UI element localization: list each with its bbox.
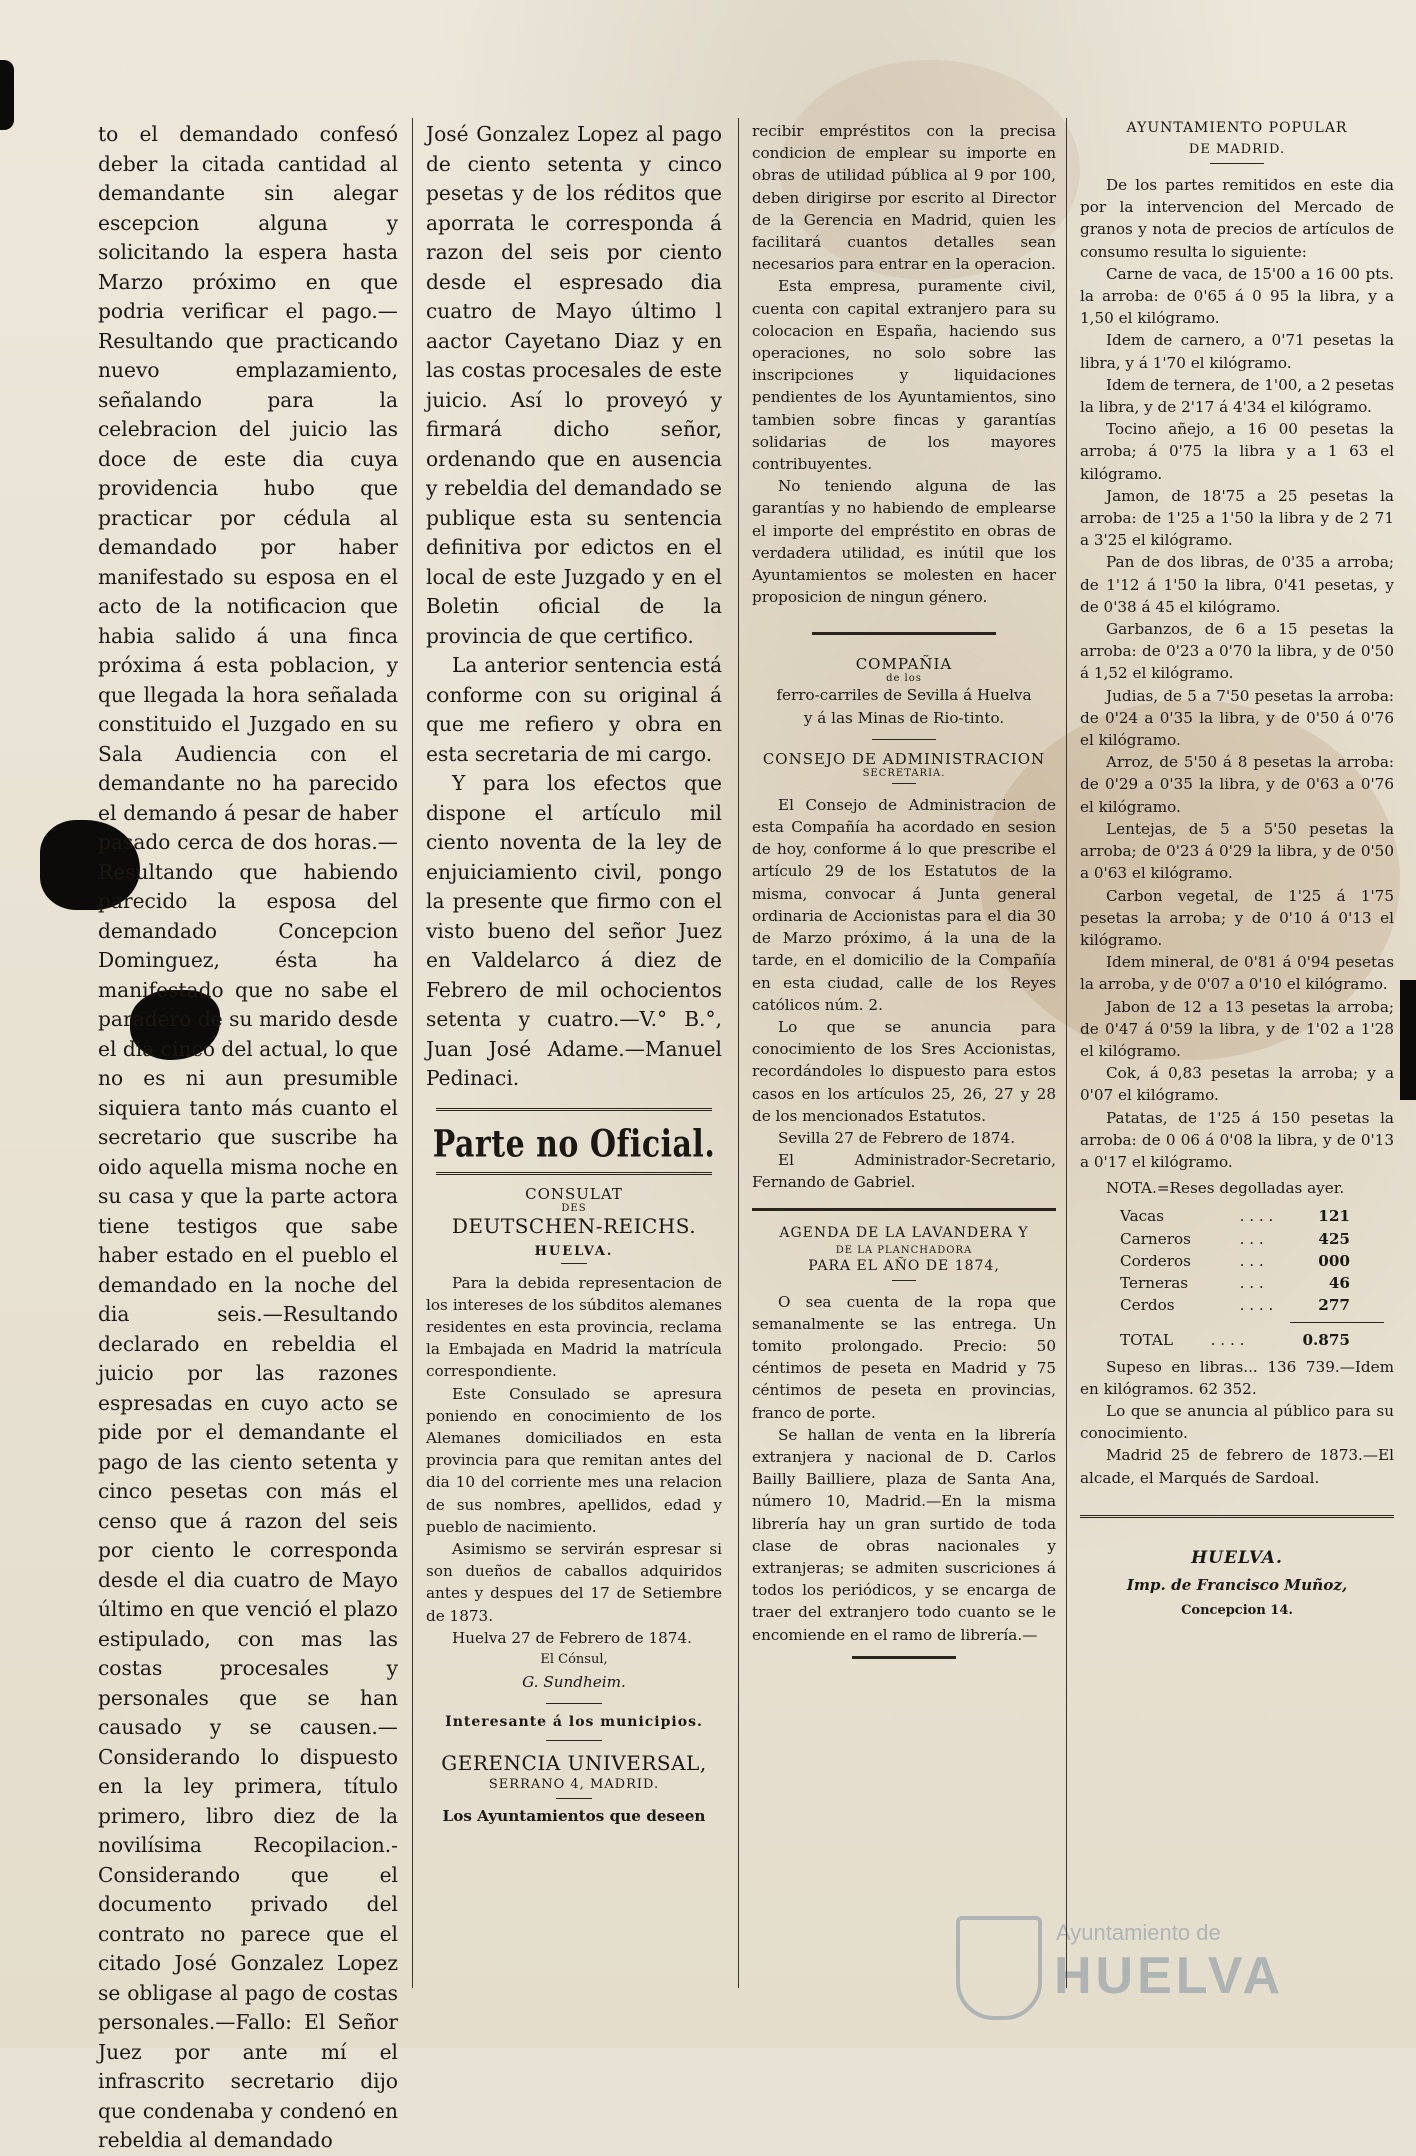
court-text-continued: José Gonzalez Lopez al pago de ciento setenta y cinco pesetas y de los réditos que aporrata le corresponda á razon del seis por ciento desde el espresado dia cuatro de Mayo último l aactor Cayetano Diaz y en las costas procesales de este juicio. Así lo proveyó y firmará dicho señor, ordenando que en ausencia y rebeldia del demandado se publique esta su sentencia definitiva por edictos en el local de este Juzgado y en el Boletin oficial de la provincia de que certifico. [426, 122, 722, 648]
agenda-text: Se hallan de venta en la librería extranjera y nacional de D. Carlos Bailly Bailliere, plaza de Santa Ana, número 10, Madrid.—En la misma librería hay un gran surtido de toda clase de obras nacionales y extranjeras; se admiten suscriciones á todos los periódicos, y se encarga de traer del extranjero todo cuanto se le encomiende en el ramo de librería.— [752, 1425, 1056, 1644]
dots: . . . [1239, 1229, 1264, 1248]
imprint-city: HUELVA. [1191, 1547, 1283, 1568]
consulat-date: Huelva 27 de Febrero de 1874. [452, 1628, 692, 1647]
municipios-header: Interesante á los municipios. [445, 1714, 703, 1731]
firma-text: Madrid 25 de febrero de 1873.—El alcade, el Marqués de Sardoal. [1080, 1446, 1394, 1487]
ayuntamiento-title: AYUNTAMIENTO POPULAR [1126, 120, 1348, 136]
column-2 [426, 120, 722, 2008]
precio-item: Judias, de 5 a 7'50 pesetas la arroba: de 0'24 a 0'35 la libra, y de 0'50 á 0'76 el kilógramo. [1080, 686, 1394, 750]
court-text-paragraph: Y para los efectos que dispone el artículo mil ciento noventa de la ley de enjuiciamiento civil, pongo la presente que firmo con el visto bueno del señor Juez en Valdelarco á diez de Febrero de mil ochocientos setenta y cuatro.—V.° B.°, Juan José Adame.—Manuel Pedinaci. [426, 771, 722, 1090]
peso-text: Supeso en libras... 136 739.—Idem en kilógramos. 62 352. [1080, 1357, 1394, 1398]
precio-item: Idem de carnero, a 0'71 pesetas la libra, y á 1'70 el kilógramo. [1080, 331, 1394, 372]
watermark-line2: HUELVA [1054, 1947, 1285, 2005]
gerencia-text: Los Ayuntamientos que deseen [442, 1807, 706, 1826]
res-value: 46 [1328, 1273, 1350, 1292]
dots: . . . . [1239, 1296, 1274, 1315]
divider [546, 1703, 602, 1704]
dots: . . . . [1210, 1331, 1245, 1350]
total-row [1120, 1329, 1350, 1351]
divider [812, 632, 996, 635]
divider [561, 1263, 587, 1264]
divider [436, 1172, 712, 1175]
column-4 [1080, 120, 1394, 2008]
compania-name: y á las Minas de Rio-tinto. [803, 708, 1005, 727]
precio-item: Garbanzos, de 6 a 15 pesetas la arroba: de 0'23 a 0'70 la libra, y de 0'50 á 1,52 el kilógramo. [1080, 620, 1394, 683]
compania-header: COMPAÑIA [855, 655, 953, 674]
dots: . . . . [1239, 1207, 1274, 1226]
dots: . . . [1239, 1273, 1264, 1292]
coat-of-arms-icon [956, 1916, 1042, 2020]
divider [1290, 1322, 1384, 1323]
res-value: 000 [1318, 1251, 1350, 1270]
court-text-paragraph: La anterior sentencia está conforme con su original á que me refiero y obra en esta secretaria de mi cargo. [426, 653, 722, 766]
column-rule [1066, 118, 1067, 1988]
res-value: 277 [1318, 1296, 1350, 1315]
divider [872, 739, 936, 740]
table-row [1120, 1272, 1350, 1294]
precio-item: Jabon de 12 a 13 pesetas la arroba; de 0'47 á 0'59 la libra, y de 1'02 a 1'28 el kilógramo. [1080, 997, 1394, 1060]
anuncio-text: Lo que se anuncia al público para su conocimiento. [1080, 1401, 1394, 1443]
precio-item: Carne de vaca, de 15'00 a 16 00 pts. la arroba: de 0'65 á 0 95 la libra, y a 1,50 el kilógramo. [1080, 264, 1394, 328]
gerencia-address: SERRANO 4, MADRID. [488, 1777, 660, 1793]
table-row [1120, 1205, 1350, 1227]
court-text: to el demandado confesó deber la citada cantidad al demandante sin alegar escepcion alguna y solicitando la espera hasta Marzo próximo en que podria verificar el pago.—Resultando que practicando nuevo emplazamiento, señalando para la celebracion del juicio las doce de este dia cuya providencia hubo que practicar por cédula al demandado por haber manifestado su esposa en el acto de la notificacion que habia salido á una finca próxima á esta poblacion, y que llegada la hora señalada constituido el Juzgado en su Sala Audiencia con el demandante no ha parecido el demando á pesar de haber pasado cerca de dos horas.—Resultando que habiendo parecido la esposa del demandado Concepcion Dominguez, ésta ha manifestado que no sabe el paradero de su marido desde el dia cinco del actual, lo que no es ni aun presumible siquiera tanto más cuanto el secretario que suscribe ha oido aquella misma noche en su casa y que la parte actora tiene testigos que sabe haber estado en el pueblo el demandado en la noche del dia seis.—Resultando declarado en rebeldia el juicio por las razones espresadas en cuyo acto se pide por el demandante el pago de las ciento setenta y cinco pesetas con más el censo que á razon del seis por ciento le corresponda desde el dia cuatro de Mayo último en que venció el plazo estipulado, con mas las costas procesales y personales que se han causado y se causen.—Considerando lo dispuesto en la ley primera, título primero, libro diez de la novilísima Recopilacion.-Considerando que el documento privado del contrato no parece que el citado José Gonzalez Lopez se obligase al pago de costas personales.—Fallo: El Señor Juez por ante mí el infrascrito secretario dijo que condenaba y condenó en rebeldia al demandado [98, 122, 398, 2152]
divider [1210, 163, 1264, 164]
page-tear [1400, 980, 1416, 1100]
precio-item: Tocino añejo, a 16 00 pesetas la arroba; á 0'75 la libra y a 1 63 el kilógramo. [1080, 420, 1394, 483]
precio-item: Arroz, de 5'50 á 8 pesetas la arroba: de 0'29 a 0'35 la libra, y de 0'63 a 0'76 el kilógramo. [1080, 753, 1394, 816]
dots: . . . [1239, 1251, 1264, 1270]
consulat-text: Asimismo se servirán espresar si son dueños de caballos adquiridos antes y despues del 17 de Setiembre de 1873. [426, 1539, 722, 1625]
res-name: Cerdos [1120, 1296, 1175, 1315]
consulat-text: Este Consulado se apresura poniendo en conocimiento de los Alemanes domiciliados en esta provincia para que remitan antes del dia 10 del corriente mes una relacion de sus nombres, apellidos, edad y pueblo de nacimiento. [426, 1384, 722, 1536]
consul-name: G. Sundheim. [522, 1673, 626, 1692]
column-1 [98, 120, 398, 2152]
ayuntamiento-sub: DE MADRID. [1188, 142, 1286, 157]
precio-item: Carbon vegetal, de 1'25 á 1'75 pesetas la arroba; y de 0'10 á 0'13 el kilógramo. [1080, 886, 1394, 949]
total-value: 0.875 [1302, 1331, 1350, 1350]
divider [892, 783, 916, 784]
divider [1080, 1515, 1394, 1518]
section-title: Parte no Oficial. [432, 1122, 716, 1166]
gerencia-text: Esta empresa, puramente civil, cuenta con capital extranjero para su colocacion en España, haciendo sus operaciones, no solo sobre las inscripciones y liquidaciones pendientes de los Ayuntamientos, sino tambien sobre fincas y garantías solidarias de los mayores contribuyentes. [752, 277, 1056, 474]
precio-item: Lentejas, de 5 a 5'50 pesetas la arroba; de 0'23 á 0'29 la libra, y de 0'50 a 0'63 el kilógramo. [1080, 819, 1394, 883]
precios-intro: De los partes remitidos en este dia por la intervencion del Mercado de granos y nota de precios de artículos de consumo resulta lo siguiente: [1080, 176, 1394, 261]
precio-item: Idem de ternera, de 1'00, a 2 pesetas la libra, y de 2'17 á 4'34 el kilógramo. [1080, 375, 1394, 417]
consulat-text: Para la debida representacion de los intereses de los súbditos alemanes residentes en esta provincia, reclama la Embajada en Madrid la matrícula correspondiente. [426, 1273, 722, 1381]
divider [556, 1798, 592, 1799]
agenda-year: PARA EL AÑO DE 1874, [808, 1257, 1000, 1274]
imprint-address: Concepcion 14. [1181, 1602, 1293, 1618]
res-name: Terneras [1120, 1273, 1189, 1292]
divider [892, 1280, 916, 1281]
gerencia-title: GERENCIA UNIVERSAL, [441, 1751, 707, 1776]
table-row [1120, 1228, 1350, 1250]
reses-table [1120, 1205, 1350, 1316]
res-value: 121 [1318, 1207, 1350, 1226]
column-rule [738, 118, 739, 1988]
table-row [1120, 1329, 1350, 1351]
agenda-sub: DE LA PLANCHADORA [835, 1244, 973, 1256]
compania-de-los: de los [886, 673, 922, 685]
res-name: Corderos [1120, 1251, 1191, 1270]
consulat-place: HUELVA. [534, 1243, 614, 1259]
consejo-header: CONSEJO DE ADMINISTRACION [762, 749, 1046, 768]
imprint-press: Imp. de Francisco Muñoz, [1126, 1575, 1348, 1594]
consejo-signature: El Administrador-Secretario, Fernando de Gabriel. [752, 1151, 1056, 1192]
gerencia-text-continued: recibir empréstitos con la precisa condicion de emplear su importe en obras de utilidad pública al 9 por 100, deben dirigirse por escrito al Director de la Gerencia en Madrid, quien les facilitará cuantos detalles sean necesarios para entrar en la operacion. [752, 122, 1056, 274]
consejo-date: Sevilla 27 de Febrero de 1874. [778, 1128, 1016, 1147]
precio-item: Pan de dos libras, de 0'35 a arroba; de 1'12 á 1'50 la libra, 0'41 pesetas, y de 0'38 á 45 el kilógramo. [1080, 553, 1394, 616]
precio-item: Idem mineral, de 0'81 á 0'94 pesetas la arroba, y de 0'07 a 0'10 el kilógramo. [1080, 953, 1394, 994]
total-label: TOTAL [1120, 1331, 1173, 1350]
nota-reses: NOTA.=Reses degolladas ayer. [1106, 1179, 1345, 1198]
consul-title: El Cónsul, [540, 1651, 608, 1667]
table-row [1120, 1294, 1350, 1316]
consejo-text: Lo que se anuncia para conocimiento de los Sres Accionistas, recordándoles lo dispuesto para estos casos en los artículos 25, 26, 27 y 28 de los mencionados Estatutos. [752, 1017, 1056, 1125]
agenda-title: AGENDA DE LA LAVANDERA Y [779, 1224, 1029, 1241]
res-value: 425 [1318, 1229, 1350, 1248]
table-row [1120, 1250, 1350, 1272]
archive-watermark [956, 1906, 1356, 2026]
watermark-line1: Ayuntamiento de [1056, 1920, 1221, 1945]
gerencia-text: No teniendo alguna de las garantías y no habiendo de emplearse el importe del empréstito en obras de verdadera utilidad, es inútil que los Ayuntamientos se molesten en hacer proposicion de ningun género. [752, 477, 1056, 607]
page-tear [0, 60, 14, 130]
precio-item: Jamon, de 18'75 a 25 pesetas la arroba: de 1'25 a 1'50 la libra y de 2 71 a 3'25 el kilógramo. [1080, 486, 1394, 550]
precio-item: Patatas, de 1'25 á 150 pesetas la arroba: de 0 06 á 0'08 la libra, y de 0'13 a 0'17 el kilógramo. [1080, 1108, 1394, 1171]
divider [546, 1740, 602, 1741]
res-name: Vacas [1120, 1207, 1164, 1226]
column-rule [412, 118, 413, 1988]
divider [436, 1108, 712, 1111]
consulat-header: CONSULAT [525, 1184, 623, 1203]
column-3 [752, 120, 1056, 2008]
precio-item: Cok, á 0,83 pesetas la arroba; y a 0'07 el kilógramo. [1080, 1064, 1394, 1105]
agenda-text: O sea cuenta de la ropa que semanalmente se las entrega. Un tomito prolongado. Precio: 50 céntimos de peseta en Madrid y 75 céntimos de peseta en provincias, franco de porte. [752, 1292, 1056, 1422]
consejo-text: El Consejo de Administracion de esta Compañía ha acordado en sesion de hoy, conforme á lo que prescribe el artículo 29 de los Estatutos de la misma, convocar á Junta general ordinaria de Accionistas para el dia 30 de Marzo próximo, á la una de la tarde, en el domicilio de la Compañía en esta ciudad, calle de los Reyes católicos núm. 2. [752, 795, 1056, 1014]
divider [852, 1656, 956, 1659]
compania-name: ferro-carriles de Sevilla á Huelva [776, 686, 1032, 705]
consulat-des: DES [561, 1202, 587, 1214]
consulat-name: DEUTSCHEN-REICHS. [451, 1213, 697, 1238]
consejo-sub: SECRETARIA. [862, 767, 946, 779]
divider [752, 1208, 1056, 1211]
res-name: Carneros [1120, 1229, 1191, 1248]
